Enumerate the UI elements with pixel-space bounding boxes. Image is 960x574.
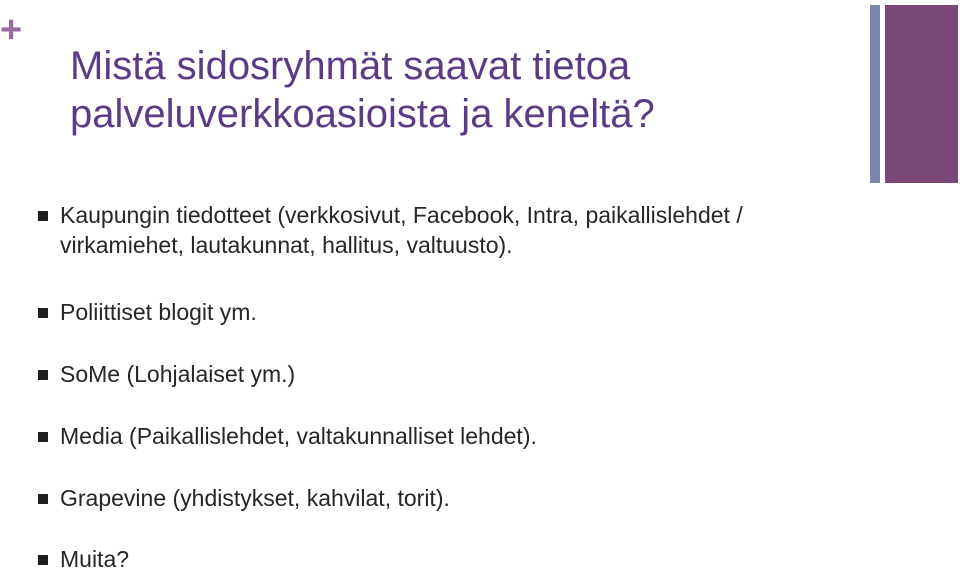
accent-bar-thick [885, 5, 958, 183]
slide-title-line: palveluverkkoasioista ja keneltä? [70, 92, 655, 136]
square-bullet-icon [38, 555, 48, 565]
square-bullet-icon [38, 211, 48, 221]
square-bullet-icon [38, 370, 48, 380]
plus-icon: + [0, 9, 23, 51]
square-bullet-icon [38, 494, 48, 504]
bullet-text: Kaupungin tiedotteet (verkkosivut, Facebook, Intra, paikallislehdet / virkamiehet, lautakunnat, hallitus, valtuusto). [60, 202, 743, 258]
accent-bar-thin [870, 5, 880, 183]
bullet-text: Muita? [60, 546, 130, 572]
square-bullet-icon [38, 308, 48, 318]
bullet-text: Media (Paikallislehdet, valtakunnalliset lehdet). [60, 423, 537, 449]
square-bullet-icon [38, 432, 48, 442]
bullet-text: Grapevine (yhdistykset, kahvilat, torit). [60, 485, 450, 511]
bullet-text: Poliittiset blogit ym. [60, 299, 257, 325]
bullet-text: SoMe (Lohjalaiset ym.) [60, 361, 296, 387]
slide-title-line: Mistä sidosryhmät saavat tietoa [70, 44, 631, 88]
slide-title [70, 42, 860, 138]
